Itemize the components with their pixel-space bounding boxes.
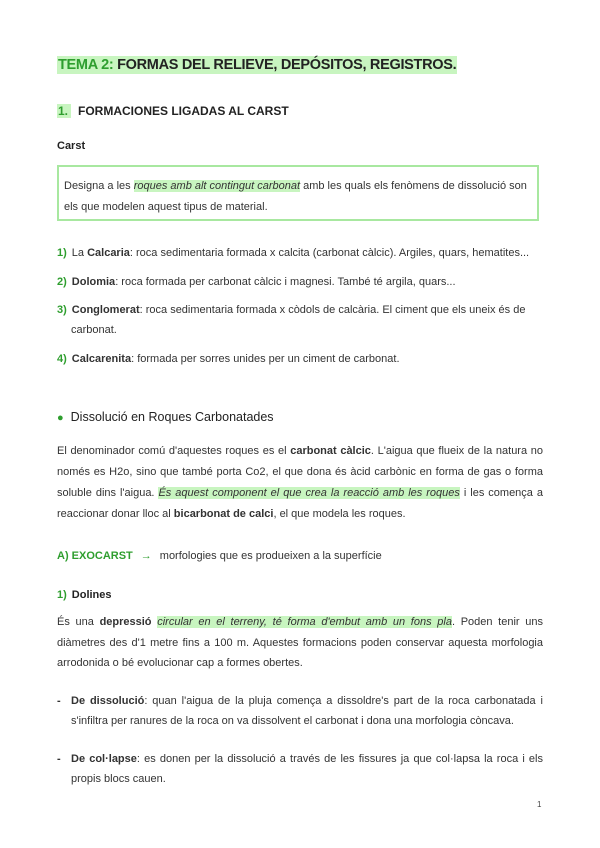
title-tag: TEMA 2: [58, 57, 114, 73]
doline-type-desc: : quan l'aigua de la pluja comença a dissoldre's part de la roca carbonatada i s'infiltra per ranures de la roca on va dissolvent el carbonat i dona una morfologia còncava. [71, 695, 543, 727]
rock-index: 1) [57, 247, 67, 259]
dolines-paragraph [57, 612, 543, 674]
arrow-right-icon: → [140, 550, 152, 562]
text-run: , el que modela les roques. [273, 508, 406, 520]
highlight-text: És aquest component el que crea la reacció amb les roques [158, 487, 460, 499]
section-heading [57, 104, 289, 118]
dolines-index: 1) [57, 589, 67, 601]
exocarst-text: morfologies que es produeixen a la superfície [159, 550, 382, 562]
rock-item-4 [57, 349, 543, 369]
bullet-icon: ● [57, 412, 64, 424]
rock-index: 3) [57, 304, 67, 316]
rock-desc: : formada per sorres unides per un ciment de carbonat. [131, 353, 400, 365]
rock-item-3 [57, 300, 543, 340]
doline-type-dissolucio [57, 691, 543, 731]
rock-term: Dolomia [71, 276, 116, 288]
box-text-pre: Designa a les [64, 180, 134, 192]
exocarst-heading [57, 550, 382, 562]
dolines-title: Dolines [71, 589, 112, 601]
doline-type-collapse [57, 749, 543, 789]
document-title [57, 56, 457, 74]
bold-term: depressió [99, 616, 152, 628]
dissolucio-heading [57, 410, 274, 424]
title-text: FORMAS DEL RELIEVE, DEPÓSITOS, REGISTROS. [113, 57, 457, 73]
rock-index: 2) [57, 276, 67, 288]
bold-term: bicarbonat de calci [173, 508, 274, 520]
rock-term: Calcaria [87, 247, 130, 259]
rock-item-1 [57, 243, 543, 263]
rock-index: 4) [57, 353, 67, 365]
dash-marker: - [57, 753, 61, 765]
rock-pre: La [71, 247, 88, 259]
rock-term: Calcarenita [71, 353, 132, 365]
doline-type-term: De dissolució [71, 695, 145, 707]
dissolucio-paragraph [57, 441, 543, 525]
rock-term: Conglomerat [71, 304, 140, 316]
dash-marker: - [57, 695, 61, 707]
definition-box [57, 165, 539, 221]
rock-desc: : roca sedimentaria formada x còdols de calcària. El ciment que els uneix és de carbonat. [71, 304, 526, 336]
rock-item-2 [57, 272, 543, 292]
text-run: El denominador comú d'aquestes roques es el [57, 445, 291, 457]
text-run: És una [57, 616, 100, 628]
text-run: i les comença a reaccionar donar lloc al [57, 487, 544, 520]
text-run: . Poden tenir uns diàmetres des d'1 metre fins a 100 m. Aquestes formacions poden conservar aquesta morfologia arrodonida o bé evolucionar cap a formes obertes. [57, 616, 543, 669]
doline-type-term: De col·lapse [71, 753, 137, 765]
bold-term: carbonat càlcic [290, 445, 371, 457]
text-run: . L'aigua que flueix de la natura no només es H2o, sino que també porta Co2, el que dona és àcid carbònic en forma de gas o forma soluble dins l'aigua. [57, 445, 543, 499]
section-number: 1. [57, 104, 71, 118]
dolines-heading [57, 589, 112, 601]
doline-type-desc: : es donen per la dissolució a través de les fissures ja que col·lapsa la roca i els propis blocs cauen. [71, 753, 543, 785]
section-title: FORMACIONES LIGADAS AL CARST [78, 104, 289, 118]
rock-desc: : roca formada per carbonat càlcic i magnesi. També té argila, quars... [115, 276, 456, 288]
page-number: 1 [537, 800, 542, 809]
exocarst-label: A) EXOCARST [57, 550, 133, 562]
highlight-text: circular en el terreny, té forma d'embut amb un fons pla [157, 616, 452, 628]
dissolucio-heading-text: Dissolució en Roques Carbonatades [70, 410, 274, 424]
rock-desc: : roca sedimentaria formada x calcita (carbonat càlcic). Argiles, quars, hematites... [129, 247, 530, 259]
carst-heading: Carst [57, 140, 86, 152]
box-text-post: amb les quals els fenòmens de dissolució son els que modelen aquest tipus de material. [64, 180, 527, 213]
box-highlight: roques amb alt contingut carbonat [133, 180, 301, 192]
